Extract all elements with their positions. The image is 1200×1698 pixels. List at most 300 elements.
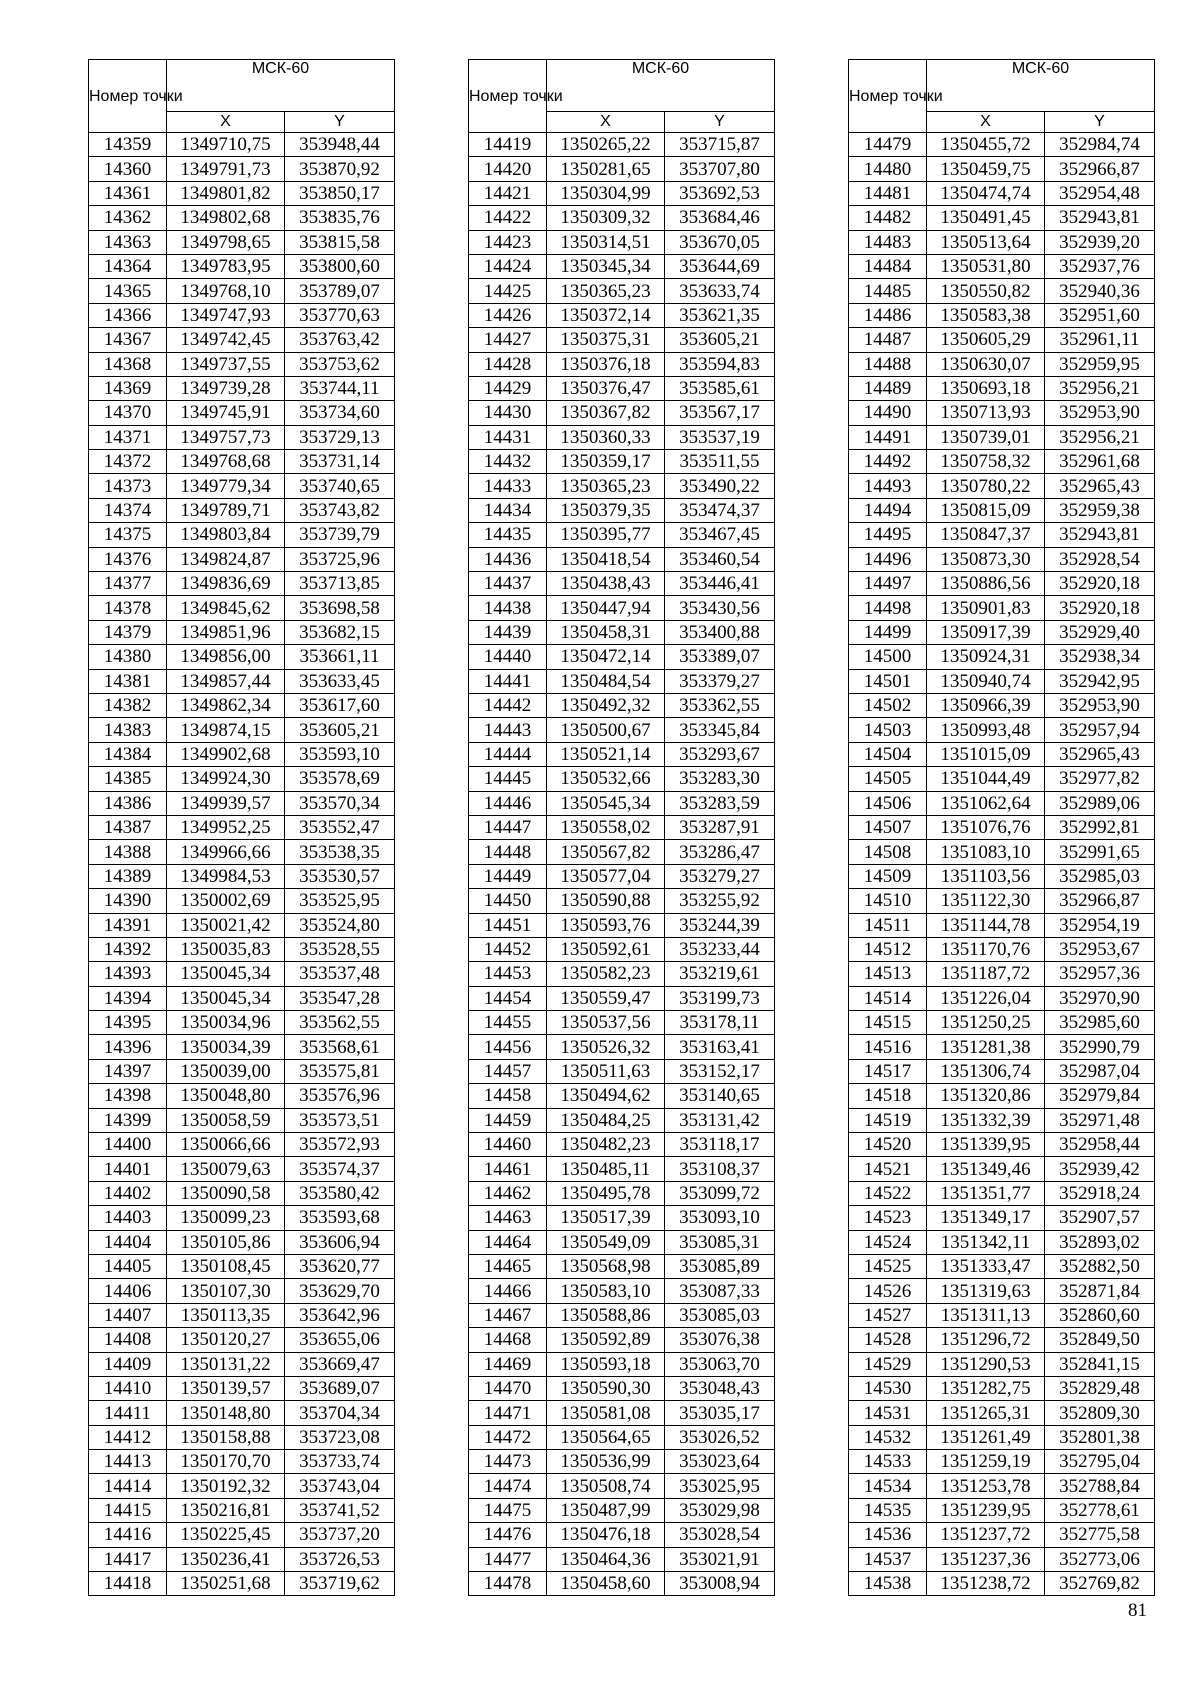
point-number-cell: 14476 bbox=[469, 1523, 547, 1547]
point-number-cell: 14407 bbox=[89, 1303, 167, 1327]
table-row bbox=[469, 889, 775, 913]
y-coordinate-cell: 353642,96 bbox=[285, 1303, 395, 1327]
y-coordinate-cell: 353279,27 bbox=[665, 864, 775, 888]
page-number: 81 bbox=[1128, 1600, 1147, 1621]
y-coordinate-cell: 353620,77 bbox=[285, 1254, 395, 1278]
point-number-cell: 14497 bbox=[849, 572, 927, 596]
x-coordinate-cell: 1350993,48 bbox=[927, 718, 1045, 742]
point-number-cell: 14411 bbox=[89, 1401, 167, 1425]
table-row bbox=[849, 572, 1155, 596]
table-row bbox=[89, 376, 395, 400]
coordinate-system-header: МСК-60 bbox=[927, 60, 1155, 112]
table-row bbox=[89, 572, 395, 596]
table-row bbox=[469, 1474, 775, 1498]
y-coordinate-cell: 353669,47 bbox=[285, 1352, 395, 1376]
table-row bbox=[849, 1059, 1155, 1083]
x-coordinate-cell: 1350564,65 bbox=[547, 1425, 665, 1449]
table-row bbox=[849, 1181, 1155, 1205]
x-coordinate-cell: 1350372,14 bbox=[547, 303, 665, 327]
y-coordinate-cell: 352939,42 bbox=[1045, 1157, 1155, 1181]
table-row bbox=[849, 206, 1155, 230]
x-coordinate-cell: 1350113,35 bbox=[167, 1303, 285, 1327]
y-coordinate-cell: 353085,31 bbox=[665, 1230, 775, 1254]
table-row bbox=[469, 864, 775, 888]
y-coordinate-cell: 353800,60 bbox=[285, 254, 395, 278]
y-coordinate-cell: 353713,85 bbox=[285, 572, 395, 596]
x-coordinate-cell: 1349939,57 bbox=[167, 791, 285, 815]
point-number-cell: 14465 bbox=[469, 1254, 547, 1278]
x-coordinate-cell: 1350521,14 bbox=[547, 742, 665, 766]
table-row bbox=[89, 303, 395, 327]
point-number-cell: 14475 bbox=[469, 1498, 547, 1522]
x-coordinate-cell: 1350592,61 bbox=[547, 937, 665, 961]
y-coordinate-cell: 353743,04 bbox=[285, 1474, 395, 1498]
x-coordinate-cell: 1350359,17 bbox=[547, 450, 665, 474]
table-row bbox=[849, 254, 1155, 278]
y-coordinate-cell: 352773,06 bbox=[1045, 1547, 1155, 1571]
point-number-cell: 14443 bbox=[469, 718, 547, 742]
y-coordinate-cell: 353689,07 bbox=[285, 1376, 395, 1400]
table-row bbox=[469, 1376, 775, 1400]
y-coordinate-cell: 353163,41 bbox=[665, 1035, 775, 1059]
table-row bbox=[469, 328, 775, 352]
x-coordinate-cell: 1350236,41 bbox=[167, 1547, 285, 1571]
point-number-cell: 14478 bbox=[469, 1572, 547, 1596]
table-row bbox=[89, 1401, 395, 1425]
point-number-cell: 14386 bbox=[89, 791, 167, 815]
y-coordinate-cell: 353567,17 bbox=[665, 401, 775, 425]
x-coordinate-cell: 1350739,01 bbox=[927, 425, 1045, 449]
y-coordinate-cell: 353524,80 bbox=[285, 913, 395, 937]
x-coordinate-cell: 1350577,04 bbox=[547, 864, 665, 888]
point-number-cell: 14455 bbox=[469, 1011, 547, 1035]
table-row bbox=[89, 1303, 395, 1327]
table-row bbox=[469, 1279, 775, 1303]
point-number-cell: 14515 bbox=[849, 1011, 927, 1035]
x-coordinate-cell: 1351265,31 bbox=[927, 1401, 1045, 1425]
y-coordinate-cell: 352943,81 bbox=[1045, 206, 1155, 230]
table-row bbox=[89, 133, 395, 157]
point-number-cell: 14472 bbox=[469, 1425, 547, 1449]
x-coordinate-cell: 1350105,86 bbox=[167, 1230, 285, 1254]
table-row bbox=[849, 1498, 1155, 1522]
point-number-cell: 14380 bbox=[89, 645, 167, 669]
point-number-cell: 14401 bbox=[89, 1157, 167, 1181]
point-number-cell: 14412 bbox=[89, 1425, 167, 1449]
y-coordinate-cell: 353490,22 bbox=[665, 474, 775, 498]
point-number-cell: 14528 bbox=[849, 1328, 927, 1352]
point-number-cell: 14516 bbox=[849, 1035, 927, 1059]
x-coordinate-cell: 1350367,82 bbox=[547, 401, 665, 425]
table-row bbox=[469, 206, 775, 230]
x-coordinate-cell: 1351339,95 bbox=[927, 1133, 1045, 1157]
x-coordinate-cell: 1350485,11 bbox=[547, 1157, 665, 1181]
x-coordinate-cell: 1350550,82 bbox=[927, 279, 1045, 303]
point-number-header: Номер точки bbox=[849, 60, 927, 133]
y-coordinate-cell: 353575,81 bbox=[285, 1059, 395, 1083]
y-coordinate-cell: 353199,73 bbox=[665, 986, 775, 1010]
x-coordinate-cell: 1349845,62 bbox=[167, 596, 285, 620]
y-coordinate-cell: 352775,58 bbox=[1045, 1523, 1155, 1547]
y-coordinate-cell: 353763,42 bbox=[285, 328, 395, 352]
point-number-cell: 14421 bbox=[469, 181, 547, 205]
x-coordinate-cell: 1350131,22 bbox=[167, 1352, 285, 1376]
point-number-cell: 14439 bbox=[469, 620, 547, 644]
point-number-cell: 14490 bbox=[849, 401, 927, 425]
y-coordinate-cell: 352966,87 bbox=[1045, 157, 1155, 181]
x-coordinate-cell: 1350107,30 bbox=[167, 1279, 285, 1303]
table-row bbox=[469, 547, 775, 571]
point-number-cell: 14404 bbox=[89, 1230, 167, 1254]
y-coordinate-cell: 352943,81 bbox=[1045, 523, 1155, 547]
table-body bbox=[89, 133, 395, 1596]
y-coordinate-cell: 353283,59 bbox=[665, 791, 775, 815]
x-coordinate-cell: 1351076,76 bbox=[927, 815, 1045, 839]
y-coordinate-cell: 352907,57 bbox=[1045, 1206, 1155, 1230]
y-coordinate-cell: 353725,96 bbox=[285, 547, 395, 571]
y-coordinate-cell: 352841,15 bbox=[1045, 1352, 1155, 1376]
table-row bbox=[89, 986, 395, 1010]
point-number-cell: 14441 bbox=[469, 669, 547, 693]
table-row bbox=[89, 401, 395, 425]
table-row bbox=[89, 1254, 395, 1278]
table-row bbox=[89, 498, 395, 522]
x-coordinate-cell: 1350058,59 bbox=[167, 1108, 285, 1132]
table-row bbox=[469, 352, 775, 376]
point-number-cell: 14437 bbox=[469, 572, 547, 596]
point-number-cell: 14499 bbox=[849, 620, 927, 644]
point-number-cell: 14482 bbox=[849, 206, 927, 230]
table-row bbox=[89, 767, 395, 791]
x-coordinate-cell: 1350455,72 bbox=[927, 133, 1045, 157]
point-number-cell: 14501 bbox=[849, 669, 927, 693]
x-coordinate-cell: 1349966,66 bbox=[167, 840, 285, 864]
y-coordinate-cell: 352918,24 bbox=[1045, 1181, 1155, 1205]
y-coordinate-cell: 352959,95 bbox=[1045, 352, 1155, 376]
table-row bbox=[89, 523, 395, 547]
table-row bbox=[849, 401, 1155, 425]
point-number-cell: 14379 bbox=[89, 620, 167, 644]
table-row bbox=[849, 1425, 1155, 1449]
x-coordinate-cell: 1350458,31 bbox=[547, 620, 665, 644]
y-coordinate-cell: 353633,45 bbox=[285, 669, 395, 693]
table-row bbox=[469, 1328, 775, 1352]
x-coordinate-cell: 1350567,82 bbox=[547, 840, 665, 864]
x-coordinate-cell: 1349757,73 bbox=[167, 425, 285, 449]
x-coordinate-cell: 1350309,32 bbox=[547, 206, 665, 230]
table-row bbox=[89, 230, 395, 254]
y-coordinate-cell: 353729,13 bbox=[285, 425, 395, 449]
point-number-cell: 14360 bbox=[89, 157, 167, 181]
y-coordinate-cell: 352965,43 bbox=[1045, 742, 1155, 766]
point-number-cell: 14520 bbox=[849, 1133, 927, 1157]
x-coordinate-cell: 1350588,86 bbox=[547, 1303, 665, 1327]
y-coordinate-cell: 353525,95 bbox=[285, 889, 395, 913]
x-coordinate-cell: 1350458,60 bbox=[547, 1572, 665, 1596]
x-coordinate-cell: 1351342,11 bbox=[927, 1230, 1045, 1254]
point-number-cell: 14487 bbox=[849, 328, 927, 352]
x-coordinate-cell: 1351237,36 bbox=[927, 1547, 1045, 1571]
y-coordinate-cell: 352801,38 bbox=[1045, 1425, 1155, 1449]
point-number-cell: 14488 bbox=[849, 352, 927, 376]
table-row bbox=[849, 864, 1155, 888]
point-number-cell: 14486 bbox=[849, 303, 927, 327]
y-coordinate-cell: 352788,84 bbox=[1045, 1474, 1155, 1498]
table-row bbox=[89, 815, 395, 839]
point-number-cell: 14529 bbox=[849, 1352, 927, 1376]
point-number-cell: 14410 bbox=[89, 1376, 167, 1400]
point-number-cell: 14463 bbox=[469, 1206, 547, 1230]
table-row bbox=[469, 133, 775, 157]
point-number-cell: 14521 bbox=[849, 1157, 927, 1181]
x-coordinate-cell: 1351239,95 bbox=[927, 1498, 1045, 1522]
point-number-cell: 14402 bbox=[89, 1181, 167, 1205]
point-number-cell: 14453 bbox=[469, 962, 547, 986]
table-row bbox=[469, 425, 775, 449]
table-row bbox=[89, 840, 395, 864]
table-row bbox=[469, 986, 775, 1010]
x-coordinate-cell: 1351237,72 bbox=[927, 1523, 1045, 1547]
y-coordinate-cell: 353574,37 bbox=[285, 1157, 395, 1181]
point-number-cell: 14484 bbox=[849, 254, 927, 278]
y-coordinate-cell: 353528,55 bbox=[285, 937, 395, 961]
point-number-cell: 14434 bbox=[469, 498, 547, 522]
y-coordinate-cell: 353593,10 bbox=[285, 742, 395, 766]
y-coordinate-cell: 353633,74 bbox=[665, 279, 775, 303]
y-header: Y bbox=[665, 111, 775, 132]
x-coordinate-cell: 1350583,10 bbox=[547, 1279, 665, 1303]
table-row bbox=[89, 962, 395, 986]
table-row bbox=[89, 791, 395, 815]
point-number-cell: 14395 bbox=[89, 1011, 167, 1035]
table-row bbox=[849, 230, 1155, 254]
y-coordinate-cell: 353219,61 bbox=[665, 962, 775, 986]
y-coordinate-cell: 352954,19 bbox=[1045, 913, 1155, 937]
y-coordinate-cell: 353293,67 bbox=[665, 742, 775, 766]
y-coordinate-cell: 353684,46 bbox=[665, 206, 775, 230]
y-coordinate-cell: 352809,30 bbox=[1045, 1401, 1155, 1425]
x-coordinate-cell: 1350459,75 bbox=[927, 157, 1045, 181]
x-coordinate-cell: 1350492,32 bbox=[547, 693, 665, 717]
x-coordinate-cell: 1350847,37 bbox=[927, 523, 1045, 547]
y-coordinate-cell: 353538,35 bbox=[285, 840, 395, 864]
x-coordinate-cell: 1351351,77 bbox=[927, 1181, 1045, 1205]
y-coordinate-cell: 353008,94 bbox=[665, 1572, 775, 1596]
point-number-cell: 14425 bbox=[469, 279, 547, 303]
table-row bbox=[89, 693, 395, 717]
y-coordinate-cell: 352882,50 bbox=[1045, 1254, 1155, 1278]
table-row bbox=[469, 376, 775, 400]
table-row bbox=[849, 1474, 1155, 1498]
table-row bbox=[469, 937, 775, 961]
table-row bbox=[849, 1035, 1155, 1059]
x-coordinate-cell: 1350379,35 bbox=[547, 498, 665, 522]
x-coordinate-cell: 1350045,34 bbox=[167, 986, 285, 1010]
table-row bbox=[469, 1206, 775, 1230]
x-coordinate-cell: 1350345,34 bbox=[547, 254, 665, 278]
x-coordinate-cell: 1350491,45 bbox=[927, 206, 1045, 230]
table-row bbox=[89, 1572, 395, 1596]
table-row bbox=[469, 1059, 775, 1083]
y-coordinate-cell: 353753,62 bbox=[285, 352, 395, 376]
y-coordinate-cell: 353655,06 bbox=[285, 1328, 395, 1352]
table-row bbox=[849, 376, 1155, 400]
point-number-cell: 14433 bbox=[469, 474, 547, 498]
x-coordinate-cell: 1350034,96 bbox=[167, 1011, 285, 1035]
x-header: X bbox=[547, 111, 665, 132]
table-row bbox=[89, 1181, 395, 1205]
y-coordinate-cell: 353345,84 bbox=[665, 718, 775, 742]
point-number-cell: 14444 bbox=[469, 742, 547, 766]
y-coordinate-cell: 352958,44 bbox=[1045, 1133, 1155, 1157]
point-number-cell: 14426 bbox=[469, 303, 547, 327]
table-row bbox=[849, 1376, 1155, 1400]
table-row bbox=[849, 303, 1155, 327]
table-row bbox=[469, 157, 775, 181]
table-row bbox=[469, 1352, 775, 1376]
table-row bbox=[469, 718, 775, 742]
table-row bbox=[849, 1303, 1155, 1327]
x-coordinate-cell: 1349737,55 bbox=[167, 352, 285, 376]
table-row bbox=[89, 352, 395, 376]
table-row bbox=[849, 767, 1155, 791]
x-coordinate-cell: 1350438,43 bbox=[547, 572, 665, 596]
x-coordinate-cell: 1350508,74 bbox=[547, 1474, 665, 1498]
point-number-cell: 14534 bbox=[849, 1474, 927, 1498]
point-number-cell: 14454 bbox=[469, 986, 547, 1010]
point-number-cell: 14366 bbox=[89, 303, 167, 327]
coordinate-system-header: МСК-60 bbox=[547, 60, 775, 112]
y-coordinate-cell: 353698,58 bbox=[285, 596, 395, 620]
table-row bbox=[849, 645, 1155, 669]
table-row bbox=[849, 840, 1155, 864]
table-row bbox=[849, 157, 1155, 181]
point-number-cell: 14459 bbox=[469, 1108, 547, 1132]
y-coordinate-cell: 353178,11 bbox=[665, 1011, 775, 1035]
table-row bbox=[89, 1133, 395, 1157]
point-number-cell: 14423 bbox=[469, 230, 547, 254]
y-coordinate-cell: 352942,95 bbox=[1045, 669, 1155, 693]
x-coordinate-cell: 1350120,27 bbox=[167, 1328, 285, 1352]
y-coordinate-cell: 352985,03 bbox=[1045, 864, 1155, 888]
x-coordinate-cell: 1349779,34 bbox=[167, 474, 285, 498]
x-coordinate-cell: 1350484,54 bbox=[547, 669, 665, 693]
point-number-cell: 14508 bbox=[849, 840, 927, 864]
point-number-cell: 14460 bbox=[469, 1133, 547, 1157]
point-number-cell: 14414 bbox=[89, 1474, 167, 1498]
point-number-cell: 14507 bbox=[849, 815, 927, 839]
table-row bbox=[849, 620, 1155, 644]
point-number-cell: 14466 bbox=[469, 1279, 547, 1303]
y-coordinate-cell: 353870,92 bbox=[285, 157, 395, 181]
point-number-cell: 14533 bbox=[849, 1450, 927, 1474]
x-coordinate-cell: 1350021,42 bbox=[167, 913, 285, 937]
table-row bbox=[89, 1376, 395, 1400]
table-row bbox=[89, 1011, 395, 1035]
table-row bbox=[849, 1279, 1155, 1303]
x-coordinate-cell: 1350365,23 bbox=[547, 279, 665, 303]
table-row bbox=[469, 1498, 775, 1522]
point-number-cell: 14477 bbox=[469, 1547, 547, 1571]
y-coordinate-cell: 352929,40 bbox=[1045, 620, 1155, 644]
x-coordinate-cell: 1350048,80 bbox=[167, 1084, 285, 1108]
y-coordinate-cell: 352971,48 bbox=[1045, 1108, 1155, 1132]
y-coordinate-cell: 352829,48 bbox=[1045, 1376, 1155, 1400]
point-number-cell: 14400 bbox=[89, 1133, 167, 1157]
x-coordinate-cell: 1350630,07 bbox=[927, 352, 1045, 376]
table-row bbox=[849, 1547, 1155, 1571]
x-coordinate-cell: 1351187,72 bbox=[927, 962, 1045, 986]
y-coordinate-cell: 353076,38 bbox=[665, 1328, 775, 1352]
point-number-cell: 14517 bbox=[849, 1059, 927, 1083]
y-coordinate-cell: 353028,54 bbox=[665, 1523, 775, 1547]
x-coordinate-cell: 1349874,15 bbox=[167, 718, 285, 742]
y-coordinate-cell: 353737,20 bbox=[285, 1523, 395, 1547]
table-row bbox=[89, 547, 395, 571]
table-row bbox=[469, 1572, 775, 1596]
point-number-cell: 14467 bbox=[469, 1303, 547, 1327]
table-row bbox=[849, 1206, 1155, 1230]
table-row bbox=[89, 1450, 395, 1474]
y-coordinate-cell: 353085,03 bbox=[665, 1303, 775, 1327]
point-number-cell: 14403 bbox=[89, 1206, 167, 1230]
point-number-cell: 14506 bbox=[849, 791, 927, 815]
point-number-cell: 14456 bbox=[469, 1035, 547, 1059]
y-coordinate-cell: 352959,38 bbox=[1045, 498, 1155, 522]
point-number-cell: 14376 bbox=[89, 547, 167, 571]
x-coordinate-cell: 1350039,00 bbox=[167, 1059, 285, 1083]
point-number-cell: 14378 bbox=[89, 596, 167, 620]
table-row bbox=[469, 1401, 775, 1425]
y-coordinate-cell: 353743,82 bbox=[285, 498, 395, 522]
x-coordinate-cell: 1350099,23 bbox=[167, 1206, 285, 1230]
y-coordinate-cell: 353568,61 bbox=[285, 1035, 395, 1059]
y-coordinate-cell: 352928,54 bbox=[1045, 547, 1155, 571]
point-number-cell: 14473 bbox=[469, 1450, 547, 1474]
table-row bbox=[849, 1133, 1155, 1157]
y-coordinate-cell: 353835,76 bbox=[285, 206, 395, 230]
y-coordinate-cell: 353530,57 bbox=[285, 864, 395, 888]
point-number-cell: 14422 bbox=[469, 206, 547, 230]
x-coordinate-cell: 1351144,78 bbox=[927, 913, 1045, 937]
x-coordinate-cell: 1350472,14 bbox=[547, 645, 665, 669]
x-coordinate-cell: 1350758,32 bbox=[927, 450, 1045, 474]
y-coordinate-cell: 352920,18 bbox=[1045, 572, 1155, 596]
table-body bbox=[469, 133, 775, 1596]
y-coordinate-cell: 353511,55 bbox=[665, 450, 775, 474]
y-coordinate-cell: 353593,68 bbox=[285, 1206, 395, 1230]
table-row bbox=[89, 1328, 395, 1352]
table-row bbox=[469, 230, 775, 254]
table-row bbox=[89, 1035, 395, 1059]
x-coordinate-cell: 1350886,56 bbox=[927, 572, 1045, 596]
x-coordinate-cell: 1351281,38 bbox=[927, 1035, 1045, 1059]
x-coordinate-cell: 1350582,23 bbox=[547, 962, 665, 986]
point-number-cell: 14462 bbox=[469, 1181, 547, 1205]
y-coordinate-cell: 352979,84 bbox=[1045, 1084, 1155, 1108]
x-coordinate-cell: 1351282,75 bbox=[927, 1376, 1045, 1400]
x-coordinate-cell: 1350360,33 bbox=[547, 425, 665, 449]
y-coordinate-cell: 353063,70 bbox=[665, 1352, 775, 1376]
x-coordinate-cell: 1350395,77 bbox=[547, 523, 665, 547]
point-number-header: Номер точки bbox=[89, 60, 167, 133]
x-coordinate-cell: 1351170,76 bbox=[927, 937, 1045, 961]
table-row bbox=[469, 791, 775, 815]
x-coordinate-cell: 1351015,09 bbox=[927, 742, 1045, 766]
y-coordinate-cell: 353467,45 bbox=[665, 523, 775, 547]
x-coordinate-cell: 1351103,56 bbox=[927, 864, 1045, 888]
y-coordinate-cell: 353572,93 bbox=[285, 1133, 395, 1157]
